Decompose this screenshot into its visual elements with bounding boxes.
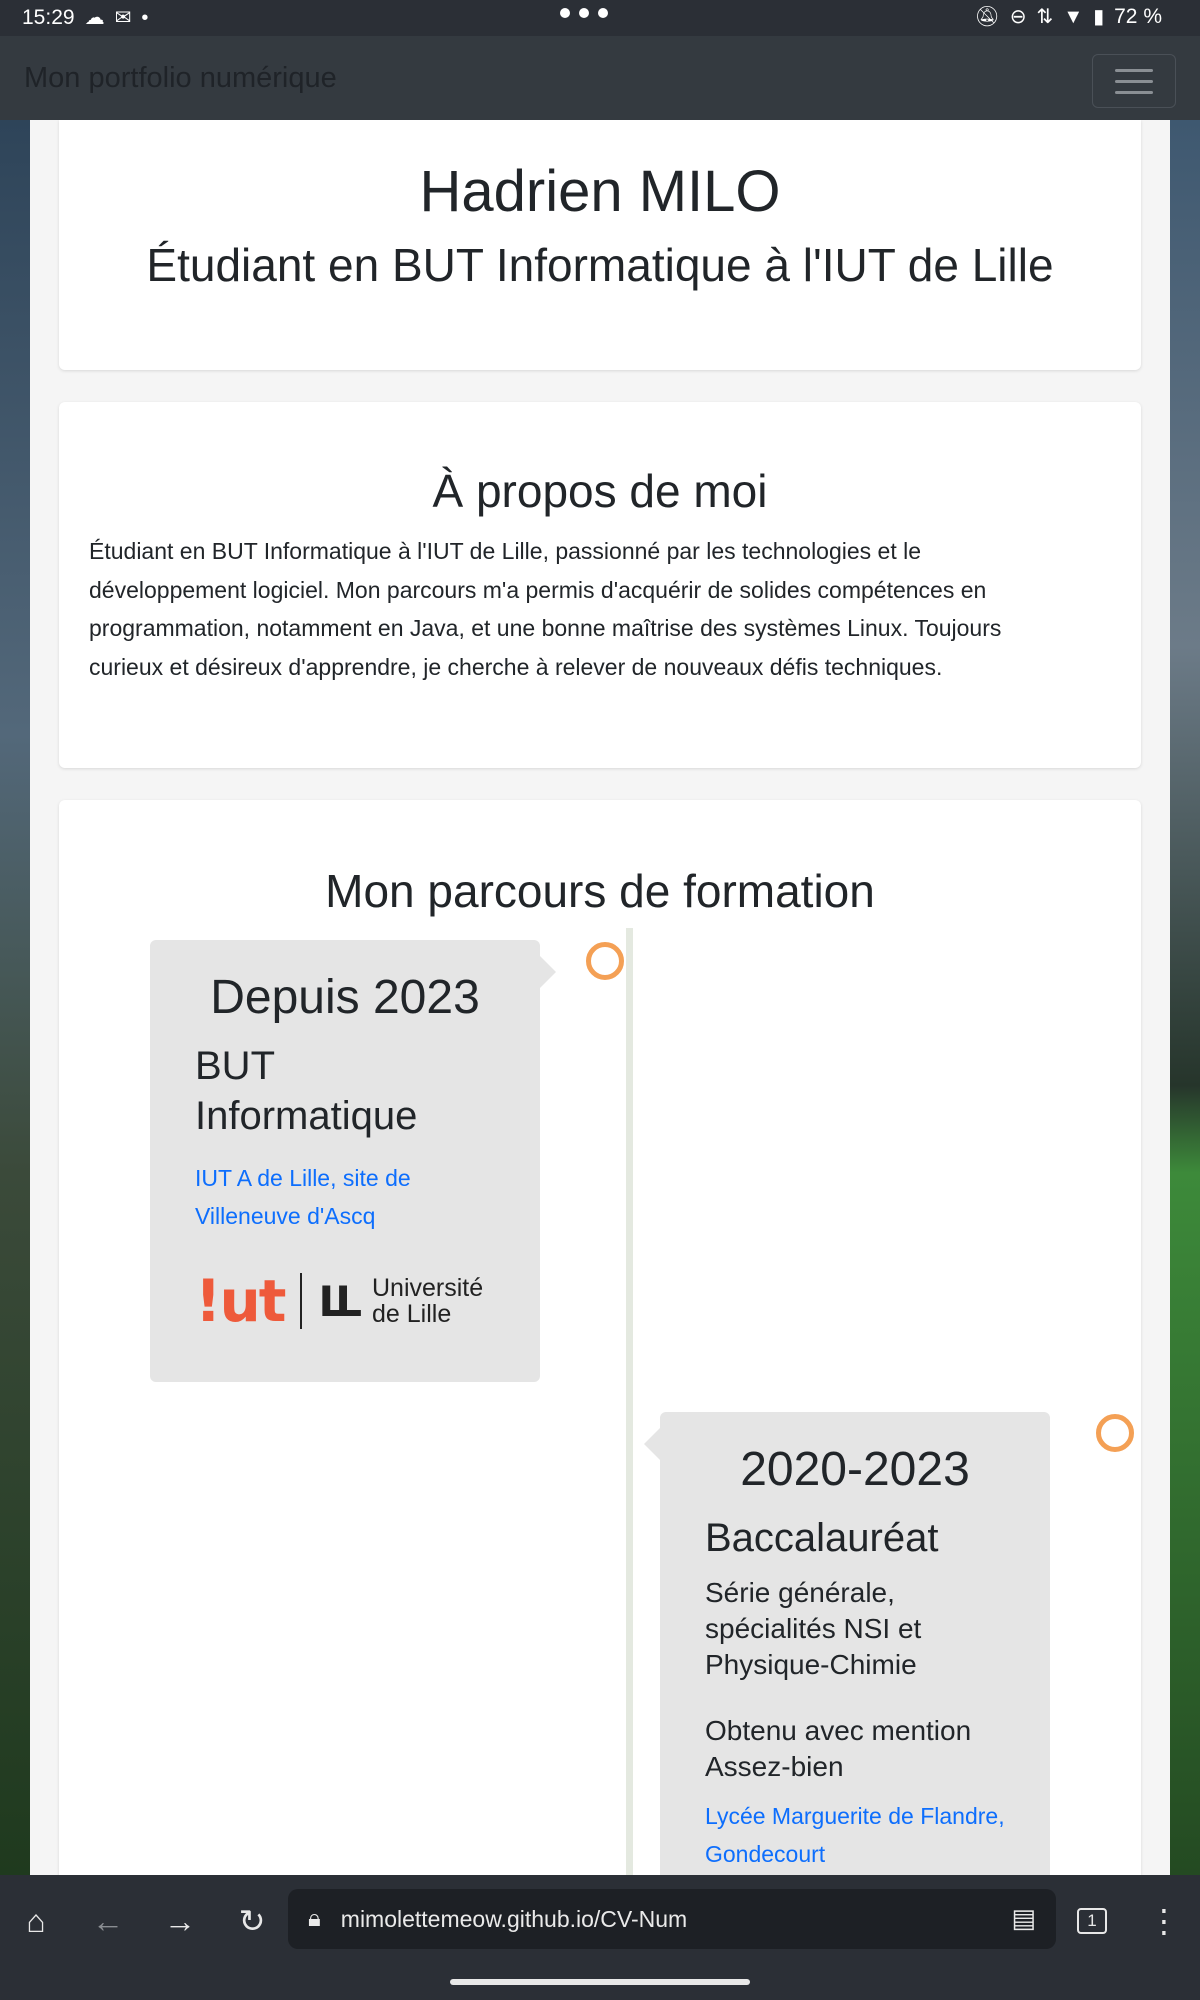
tabs-button[interactable] <box>1064 1893 1120 1949</box>
back-button[interactable] <box>80 1893 136 1949</box>
forward-button[interactable] <box>152 1893 208 1949</box>
formation-card <box>59 800 1141 1875</box>
formation-title: Mon parcours de formation <box>325 865 875 917</box>
hamburger-icon <box>1115 69 1153 72</box>
iut-ulille-logo <box>195 1267 495 1335</box>
more-dots-icon <box>560 8 608 18</box>
tab-count: 1 <box>1077 1908 1107 1934</box>
mute-icon: 🔕︎ <box>974 6 1000 28</box>
battery-level: 72 % <box>1114 5 1162 28</box>
navbar-brand[interactable]: Mon portfolio numérique <box>24 61 337 94</box>
wifi-icon: ▼ <box>1063 6 1084 28</box>
reader-mode-icon[interactable]: ▤ <box>1011 1903 1036 1933</box>
timeline-item-bac <box>660 1412 1050 1875</box>
timeline-dot <box>586 942 624 980</box>
data-icon: ⇅ <box>1036 6 1054 28</box>
iut-logo: !ut <box>195 1267 285 1335</box>
timeline-year: Depuis 2023 <box>210 971 480 1024</box>
timeline-degree: BUT Informatique <box>195 1044 418 1138</box>
person-name: Hadrien MILO <box>419 159 781 224</box>
person-subtitle: Étudiant en BUT Informatique à l'IUT de Lille <box>146 239 1054 291</box>
home-button[interactable] <box>8 1893 64 1949</box>
lock-icon: 🔒︎ <box>308 1905 321 1932</box>
dot-icon: • <box>141 7 149 29</box>
gesture-bar <box>450 1979 750 1985</box>
reload-button[interactable] <box>224 1893 280 1949</box>
navbar <box>0 36 1200 120</box>
cloud-icon: ☁ <box>84 7 105 29</box>
ulille-logo-line2: de Lille <box>372 1300 452 1328</box>
school-link[interactable]: Lycée Marguerite de Flandre, Gondecourt <box>705 1803 1005 1867</box>
page-content <box>30 120 1170 1875</box>
navbar-toggle-button[interactable] <box>1092 54 1176 108</box>
about-text: Étudiant en BUT Informatique à l'IUT de Lille, passionné par les technologies et le développement logiciel. Mon parcours m'a permis d'acquérir de solides compétences en programmation, notamment en Java, et une bonne maîtrise des systèmes Linux. Toujours curieux et désireux d'apprendre, je cherche à relever de nouveaux défis techniques. <box>89 538 1002 680</box>
arrow-left-icon: ← <box>92 1902 124 1939</box>
hero-card <box>59 120 1141 370</box>
url-text: mimolettemeow.github.io/CV-Num <box>340 1905 688 1932</box>
browser-bottom-bar <box>0 1875 1200 2000</box>
battery-icon: ▮ <box>1093 6 1105 28</box>
school-link[interactable]: IUT A de Lille, site de Villeneuve d'Ascq <box>195 1165 411 1229</box>
timeline-dot <box>1096 1414 1134 1452</box>
timeline-degree: Baccalauréat <box>705 1516 939 1560</box>
about-card <box>59 402 1141 768</box>
menu-button[interactable] <box>1136 1893 1192 1949</box>
timeline-year: 2020-2023 <box>740 1443 970 1496</box>
timeline-mention: Obtenu avec mention Assez-bien <box>705 1715 972 1782</box>
about-title: À propos de moi <box>432 465 768 517</box>
timeline-item-but <box>150 940 540 1382</box>
arrow-right-icon: → <box>164 1902 196 1939</box>
ulille-mark-icon: LL <box>318 1276 352 1326</box>
reload-icon: ↻ <box>238 1903 266 1939</box>
dnd-icon: ⊖ <box>1009 6 1027 28</box>
status-bar <box>0 0 1200 36</box>
address-bar[interactable] <box>288 1889 1056 1949</box>
kebab-menu-icon: ⋮ <box>1148 1903 1180 1939</box>
home-icon: ⌂ <box>26 1902 46 1939</box>
status-time: 15:29 <box>22 6 75 29</box>
mail-icon: ✉ <box>114 7 132 29</box>
ulille-logo-line1: Université <box>372 1274 484 1302</box>
timeline-line <box>626 928 633 1875</box>
timeline-detail: Série générale, spécialités NSI et Physique-Chimie <box>705 1577 922 1680</box>
